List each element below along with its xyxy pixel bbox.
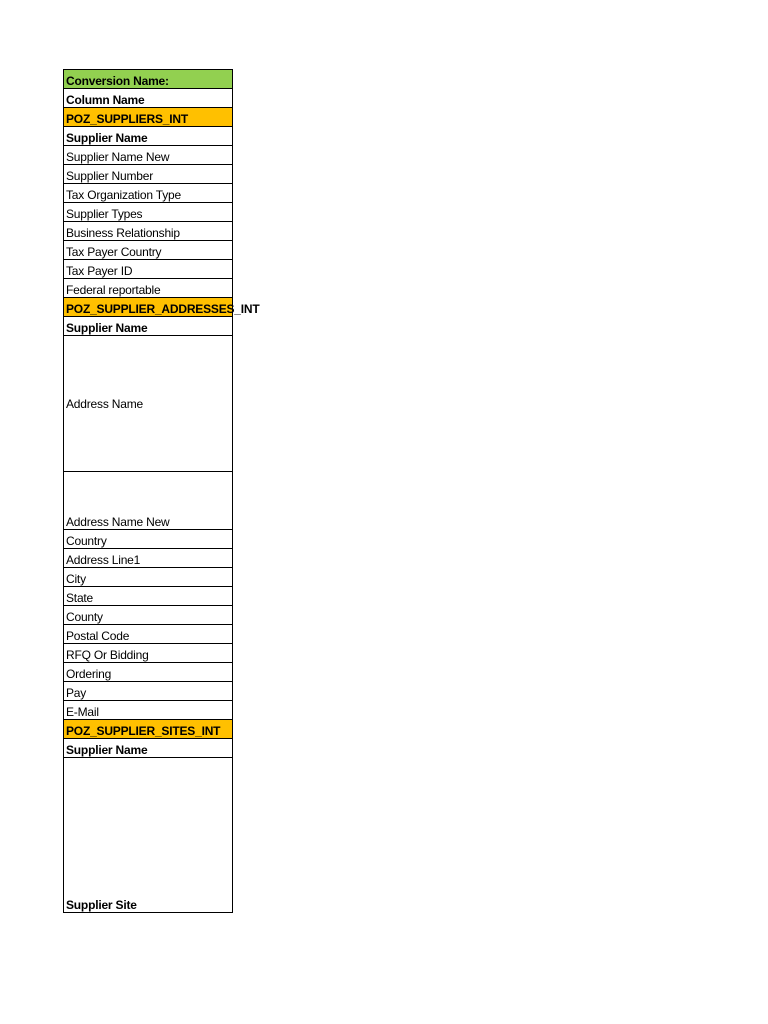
- column-cell[interactable]: Federal reportable: [64, 279, 233, 298]
- conversion-name-cell[interactable]: Conversion Name:: [64, 70, 233, 89]
- table-row: [64, 146, 233, 165]
- table-row: [64, 184, 233, 203]
- table-row: [64, 203, 233, 222]
- column-cell[interactable]: Country: [64, 530, 233, 549]
- column-cell[interactable]: State: [64, 587, 233, 606]
- column-cell[interactable]: Address Name New: [64, 472, 233, 530]
- column-cell[interactable]: Supplier Name: [64, 127, 233, 146]
- table-row: [64, 336, 233, 472]
- column-cell[interactable]: RFQ Or Bidding: [64, 644, 233, 663]
- column-cell[interactable]: County: [64, 606, 233, 625]
- table-row: [64, 279, 233, 298]
- table-row: [64, 663, 233, 682]
- table-row: [64, 568, 233, 587]
- table-row: [64, 241, 233, 260]
- column-cell[interactable]: Address Line1: [64, 549, 233, 568]
- table-row: [64, 260, 233, 279]
- section-header-cell[interactable]: POZ_SUPPLIER_SITES_INT: [64, 720, 233, 739]
- column-cell[interactable]: Supplier Site: [64, 758, 233, 913]
- table-row: [64, 625, 233, 644]
- table-row: [64, 472, 233, 530]
- section-header-cell[interactable]: POZ_SUPPLIERS_INT: [64, 108, 233, 127]
- table-row: [64, 682, 233, 701]
- column-cell[interactable]: City: [64, 568, 233, 587]
- table-row: [64, 701, 233, 720]
- column-cell[interactable]: Pay: [64, 682, 233, 701]
- section-row: [64, 108, 233, 127]
- column-cell[interactable]: Address Name: [64, 336, 233, 472]
- table-row: [64, 549, 233, 568]
- table-row: [64, 317, 233, 336]
- column-cell[interactable]: Supplier Number: [64, 165, 233, 184]
- column-cell[interactable]: Supplier Types: [64, 203, 233, 222]
- conversion-spreadsheet: [63, 69, 260, 913]
- section-header-cell[interactable]: POZ_SUPPLIER_ADDRESSES_INT: [64, 298, 233, 317]
- section-row: [64, 298, 233, 317]
- column-cell[interactable]: Tax Organization Type: [64, 184, 233, 203]
- header-row: [64, 89, 233, 108]
- column-cell[interactable]: Business Relationship: [64, 222, 233, 241]
- column-cell[interactable]: Supplier Name New: [64, 146, 233, 165]
- table-row: [64, 644, 233, 663]
- table-row: [64, 739, 233, 758]
- section-row: [64, 720, 233, 739]
- column-cell[interactable]: Supplier Name: [64, 739, 233, 758]
- column-cell[interactable]: Ordering: [64, 663, 233, 682]
- header-row: [64, 70, 233, 89]
- column-cell[interactable]: E-Mail: [64, 701, 233, 720]
- table-row: [64, 530, 233, 549]
- table-row: [64, 758, 233, 913]
- table-row: [64, 165, 233, 184]
- column-cell[interactable]: Postal Code: [64, 625, 233, 644]
- column-name-cell[interactable]: Column Name: [64, 89, 233, 108]
- table-row: [64, 222, 233, 241]
- table-row: [64, 606, 233, 625]
- column-cell[interactable]: Supplier Name: [64, 317, 233, 336]
- column-cell[interactable]: Tax Payer ID: [64, 260, 233, 279]
- column-cell[interactable]: Tax Payer Country: [64, 241, 233, 260]
- table-row: [64, 127, 233, 146]
- table-row: [64, 587, 233, 606]
